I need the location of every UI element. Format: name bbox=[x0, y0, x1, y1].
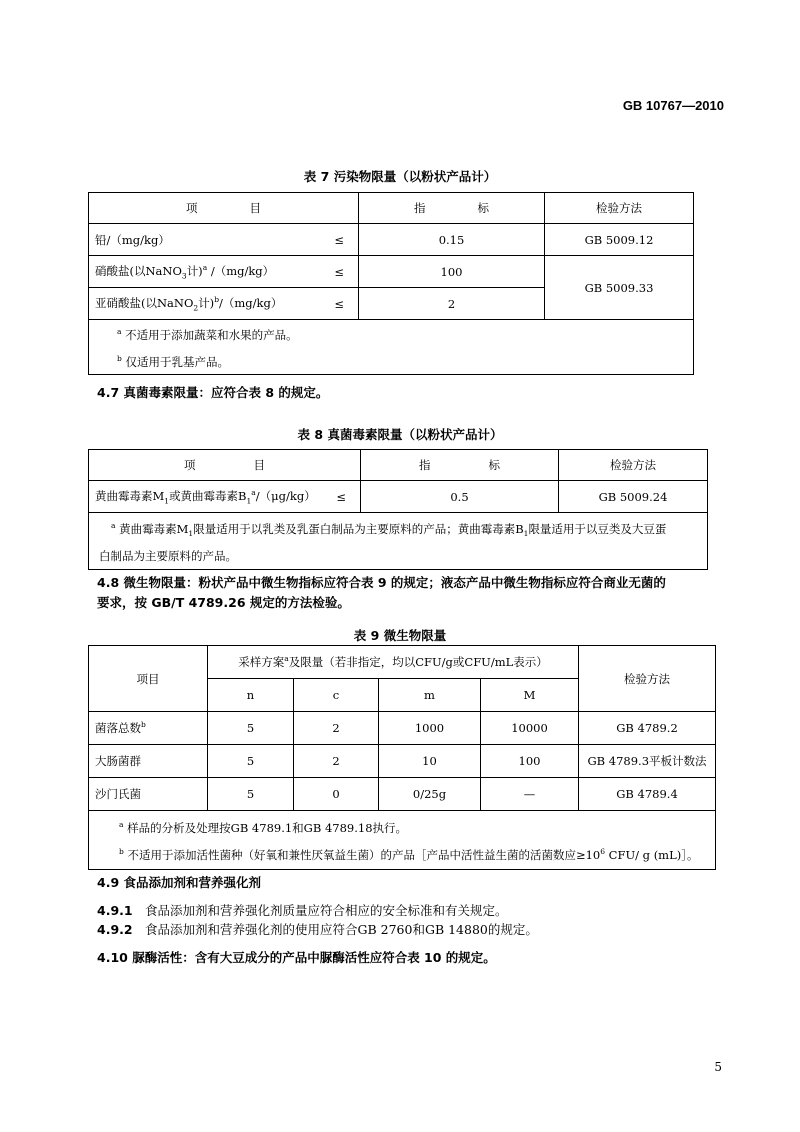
table7-nitrate-value: 100 bbox=[359, 256, 545, 288]
table7-caption: 表 7 污染物限量（以粉状产品计） bbox=[303, 169, 497, 184]
table-row bbox=[89, 745, 716, 778]
table7-row-lead: 铅/（mg/kg） ≤ bbox=[89, 224, 359, 256]
table8 bbox=[88, 449, 708, 570]
table8-header-item: 项 目 bbox=[89, 450, 361, 481]
table9-cell: GB 4789.3平板计数法 bbox=[579, 745, 716, 778]
table9-header-c: c bbox=[294, 679, 379, 712]
table9-cell: 5 bbox=[208, 745, 294, 778]
section-4-9-1: 4.9.1 食品添加剂和营养强化剂质量应符合相应的安全标准和有关规定。 bbox=[97, 903, 508, 918]
section-4-8 bbox=[97, 573, 727, 613]
table7-lead-value: 0.15 bbox=[359, 224, 545, 256]
table9 bbox=[88, 645, 716, 870]
table7-nitrite-value: 2 bbox=[359, 288, 545, 320]
table9-cell: 100 bbox=[481, 745, 579, 778]
table7-row-nitrate: 硝酸盐(以NaNO$_3$计)$^a$ /（mg/kg） ≤ bbox=[89, 256, 359, 288]
table9-cell: 2 bbox=[294, 745, 379, 778]
table8-note-a: $^a$ 黄曲霉毒素$M_1$限量适用于以乳类及乳蛋白制品为主要原料的产品；黄曲霉毒素$B_1$限量适用于以豆类及大豆蛋 bbox=[111, 521, 667, 539]
table9-cell: GB 4789.2 bbox=[579, 712, 716, 745]
standard-code: GB 10767—2010 bbox=[622, 98, 724, 113]
table8-row-aflatoxin: 黄曲霉毒素$M_1$或黄曲霉毒素$B_1^a/(\mu g/kg)$ ≤ bbox=[89, 481, 361, 513]
table9-cell: GB 4789.4 bbox=[579, 778, 716, 811]
table-row bbox=[89, 712, 716, 745]
table8-caption: 表 8 真菌毒素限量（以粉状产品计） bbox=[297, 427, 503, 442]
table9-caption: 表 9 微生物限量 bbox=[353, 628, 447, 643]
table9-cell: 0/25g bbox=[379, 778, 481, 811]
table9-note-b: $^b$ 不适用于添加活性菌种（好氧和兼性厌氧益生菌）的产品［产品中活性益生菌的活菌数应$\ge 10^6$ CFU/ g (mL)］。 bbox=[119, 846, 699, 862]
section-4-10: 4.10 脲酶活性：含有大豆成分的产品中脲酶活性应符合表 10 的规定。 bbox=[97, 950, 496, 965]
table7-lead-method: GB 5009.12 bbox=[545, 224, 694, 256]
table9-cell: 5 bbox=[208, 712, 294, 745]
table9-cell: 2 bbox=[294, 712, 379, 745]
table7-header-item: 项 目 bbox=[89, 193, 359, 224]
table7-note-b: $^b$ 仅适用于乳基产品。 bbox=[117, 353, 229, 369]
table8-note-a-cont: 白制品为主要原料的产品。 bbox=[99, 549, 237, 564]
table9-notes bbox=[89, 811, 716, 870]
section-4-8-line2: 要求，按 GB/T 4789.26 规定的方法检验。 bbox=[97, 595, 350, 610]
section-4-7: 4.7 真菌毒素限量：应符合表 8 的规定。 bbox=[97, 385, 329, 400]
table9-cell: 0 bbox=[294, 778, 379, 811]
table9-header-M: M bbox=[481, 679, 579, 712]
table9-row-salmonella: 沙门氏菌 bbox=[89, 778, 208, 811]
table9-cell: 10 bbox=[379, 745, 481, 778]
table9-header-sampling: 采样方案$^a$及限量（若非指定，均以CFU/g或CFU/mL表示） bbox=[208, 646, 579, 679]
table8-method: GB 5009.24 bbox=[559, 481, 708, 513]
page-number: 5 bbox=[714, 1060, 722, 1074]
section-4-8-line1: 4.8 微生物限量：粉状产品中微生物指标应符合表 9 的规定；液态产品中微生物指标应符合商业无菌的 bbox=[97, 575, 666, 590]
table9-row-coliforms: 大肠菌群 bbox=[89, 745, 208, 778]
table9-header-m: m bbox=[379, 679, 481, 712]
table9-cell: 5 bbox=[208, 778, 294, 811]
table9-cell: 1000 bbox=[379, 712, 481, 745]
table8-note bbox=[89, 513, 708, 570]
table9-header-n: n bbox=[208, 679, 294, 712]
table8-value: 0.5 bbox=[361, 481, 559, 513]
table7-row-nitrite: 亚硝酸盐(以NaNO$_2$计)$^b$/（mg/kg） ≤ bbox=[89, 288, 359, 320]
table7-note-a: $^a$ 不适用于添加蔬菜和水果的产品。 bbox=[117, 327, 298, 342]
table9-cell: — bbox=[481, 778, 579, 811]
section-4-9-2: 4.9.2 食品添加剂和营养强化剂的使用应符合GB 2760和GB 14880的规定。 bbox=[97, 922, 538, 937]
table9-cell: 10000 bbox=[481, 712, 579, 745]
table9-row-total-count: 菌落总数$^b$ bbox=[89, 712, 208, 745]
table7-notes bbox=[89, 320, 694, 375]
table9-note-a: $^a$ 样品的分析及处理按GB 4789.1和GB 4789.18执行。 bbox=[119, 820, 408, 835]
table7-header-index: 指 标 bbox=[359, 193, 545, 224]
section-4-9-title: 4.9 食品添加剂和营养强化剂 bbox=[97, 875, 261, 890]
table8-header-method: 检验方法 bbox=[559, 450, 708, 481]
table8-header-index: 指 标 bbox=[361, 450, 559, 481]
table9-header-item: 项目 bbox=[89, 646, 208, 712]
table9-header-method: 检验方法 bbox=[579, 646, 716, 712]
table7 bbox=[88, 192, 694, 375]
table-row bbox=[89, 778, 716, 811]
table7-header-method: 检验方法 bbox=[545, 193, 694, 224]
table7-nitrate-method: GB 5009.33 bbox=[545, 256, 694, 320]
